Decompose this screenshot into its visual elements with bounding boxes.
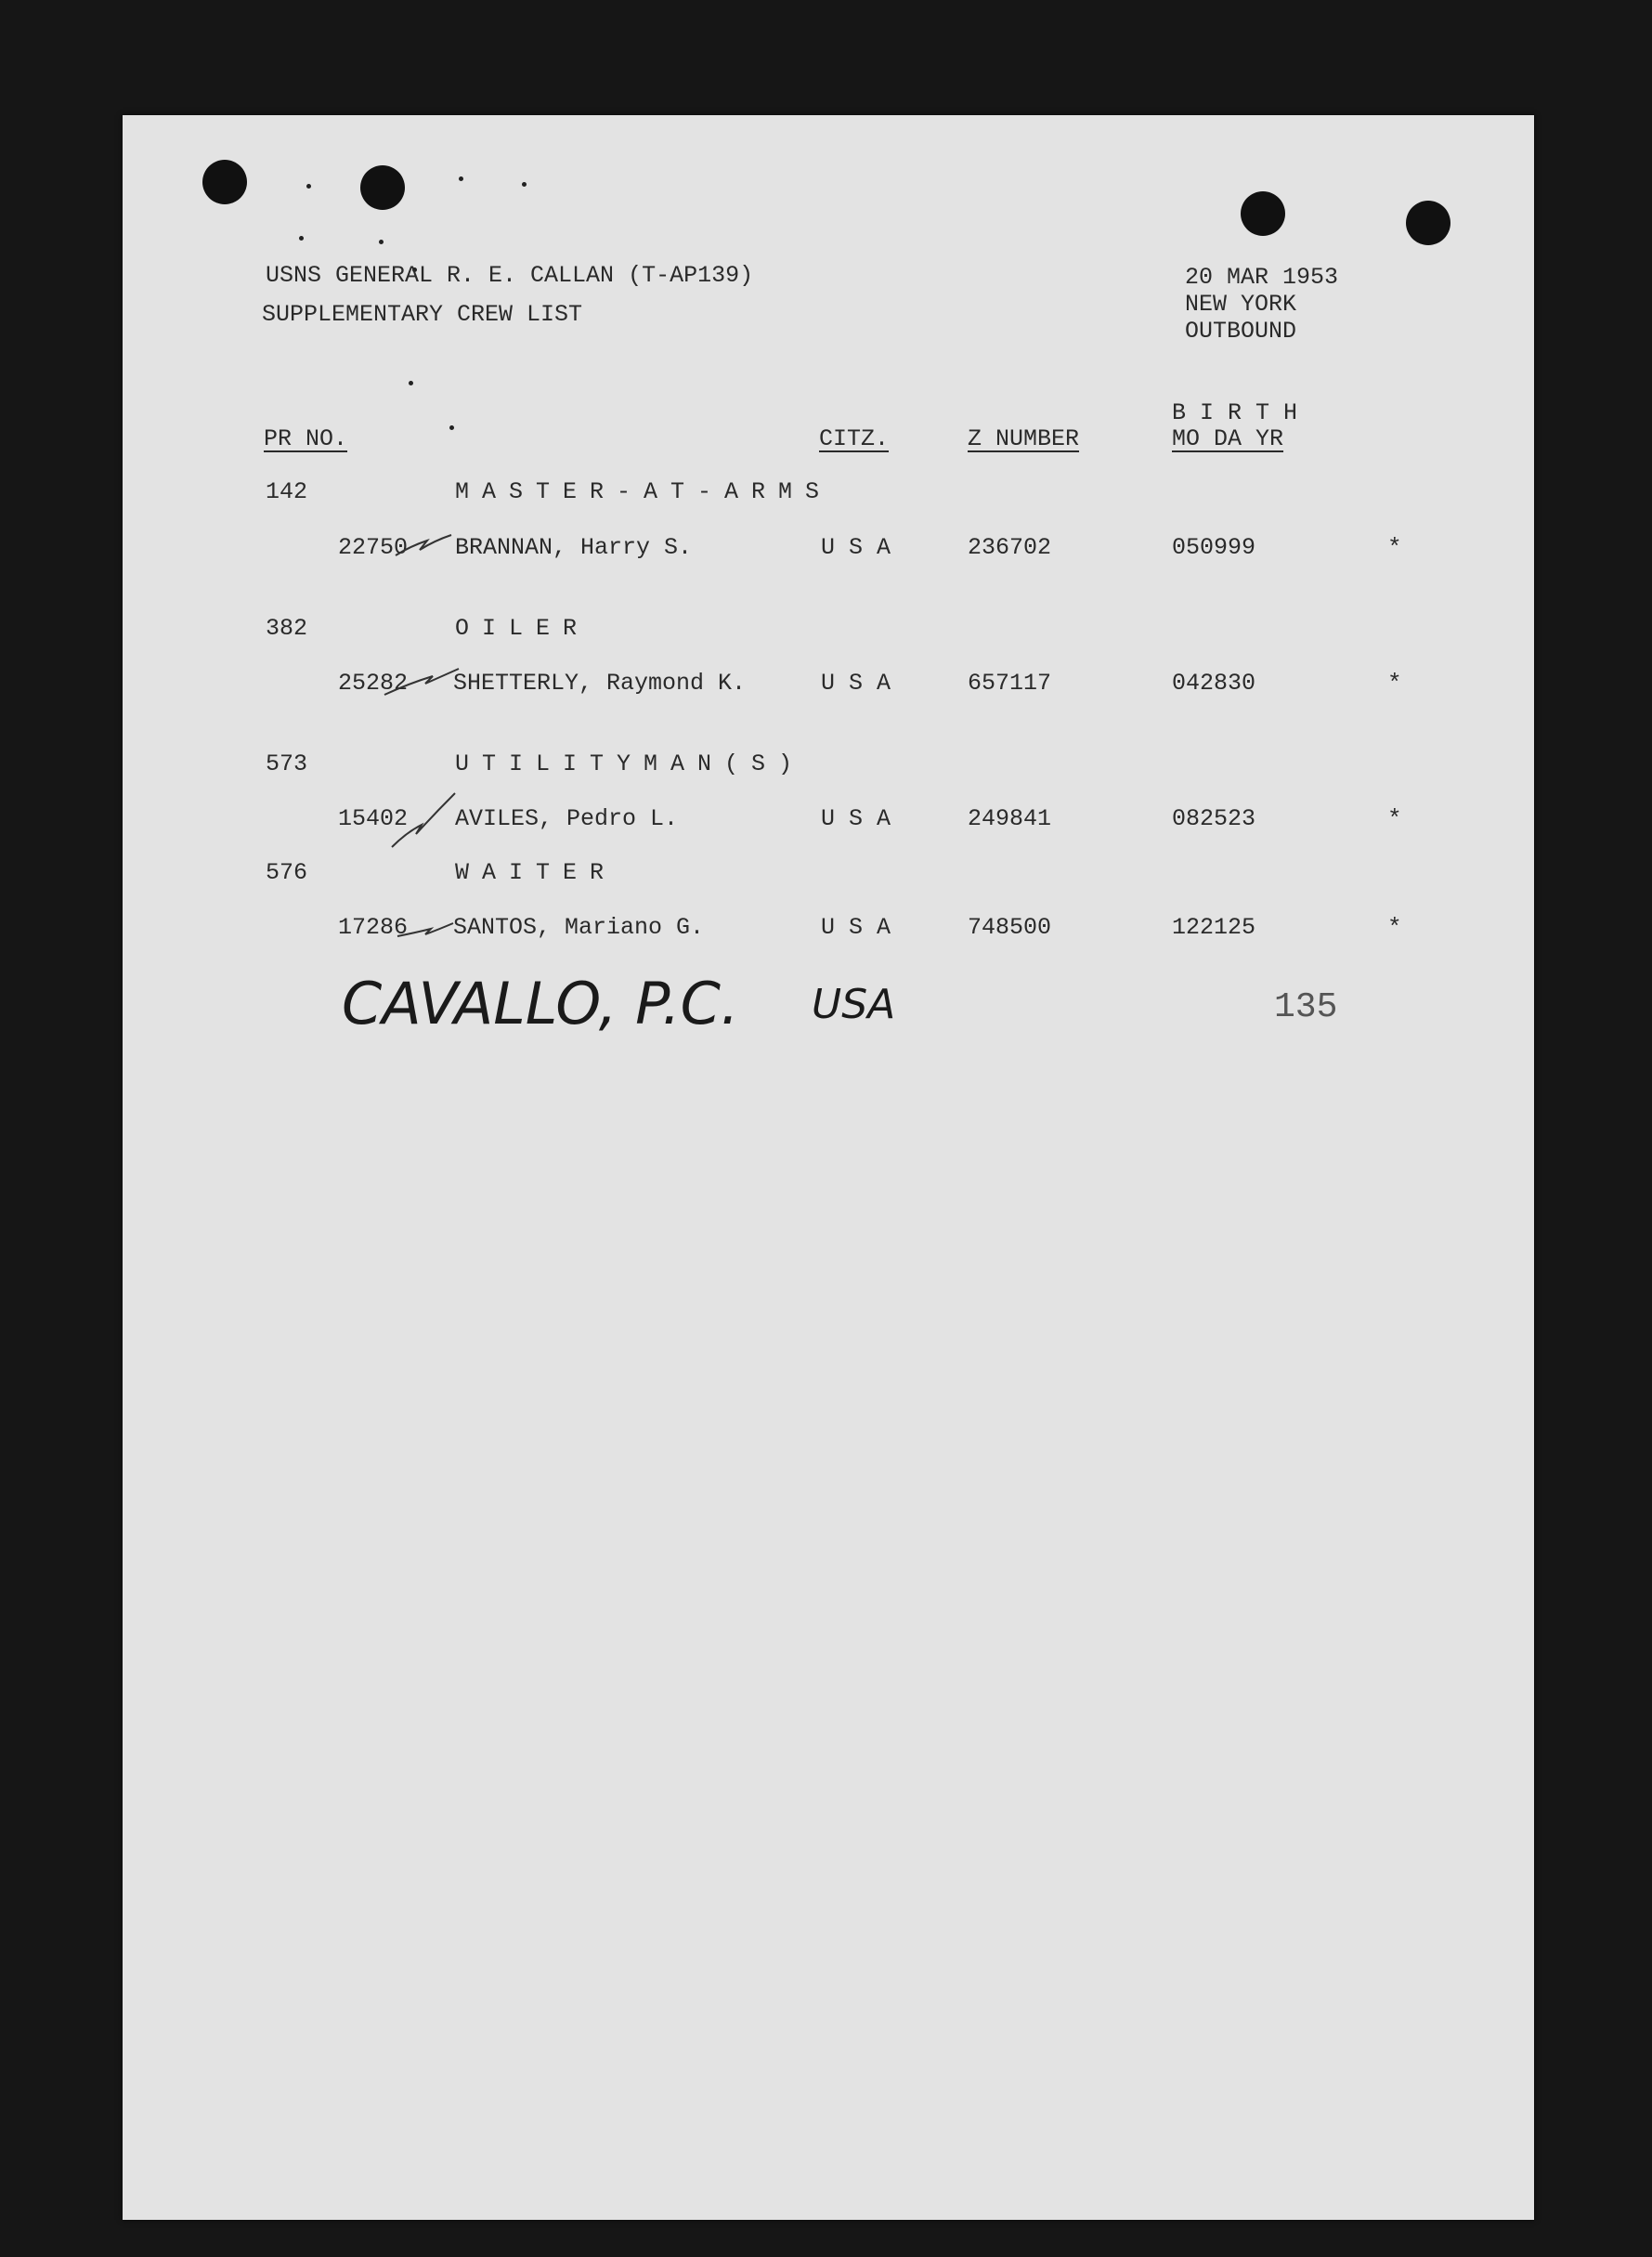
pr-number: 382 [266, 615, 308, 642]
member-id: 15402 [338, 805, 409, 832]
member-z-number: 657117 [968, 670, 1052, 697]
list-date: 20 MAR 1953 [1185, 264, 1339, 291]
punch-hole [1241, 191, 1285, 236]
member-citz: U S A [821, 805, 891, 832]
speck [449, 425, 454, 430]
asterisk-mark: * [1387, 670, 1402, 698]
handwritten-name: CAVALLO, P.C. [342, 970, 739, 1037]
rating-title: UTILITYMAN(S) [455, 750, 806, 777]
checkmark-icon [392, 528, 457, 565]
speck [409, 381, 413, 385]
col-pr-no: PR NO. [264, 425, 348, 452]
member-name: BRANNAN, Harry S. [455, 534, 693, 561]
member-name: AVILES, Pedro L. [455, 805, 679, 832]
col-citz: CITZ. [819, 425, 890, 452]
punch-hole [360, 165, 405, 210]
handwritten-citz: USA [812, 981, 896, 1028]
pr-number: 573 [266, 750, 308, 777]
member-z-number: 236702 [968, 534, 1052, 561]
member-id: 17286 [338, 914, 409, 941]
speck [299, 236, 304, 241]
member-id: 25282 [338, 670, 409, 697]
asterisk-mark: * [1387, 914, 1402, 942]
col-z-number: Z NUMBER [968, 425, 1080, 452]
rating-title: WAITER [455, 859, 618, 886]
member-z-number: 748500 [968, 914, 1052, 941]
rating-title: OILER [455, 615, 591, 642]
rating-title: MASTER-AT-ARMS [455, 478, 833, 505]
list-title: SUPPLEMENTARY CREW LIST [262, 301, 583, 328]
member-citz: U S A [821, 670, 891, 697]
col-birth: B I R T H [1172, 399, 1298, 426]
ship-name: USNS GENERAL R. E. CALLAN (T-AP139) [266, 262, 754, 289]
asterisk-mark: * [1387, 534, 1402, 562]
member-birth: 042830 [1172, 670, 1256, 697]
member-birth: 050999 [1172, 534, 1256, 561]
member-birth: 082523 [1172, 805, 1256, 832]
speck [522, 182, 527, 187]
page-number: 135 [1274, 987, 1338, 1027]
speck [379, 240, 384, 244]
punch-hole [202, 160, 247, 204]
checkmark-icon [381, 663, 464, 700]
member-citz: U S A [821, 534, 891, 561]
member-z-number: 249841 [968, 805, 1052, 832]
document-page [123, 115, 1534, 2220]
checkmark-icon [394, 914, 459, 946]
member-birth: 122125 [1172, 914, 1256, 941]
member-name: SHETTERLY, Raymond K. [453, 670, 747, 697]
pr-number: 576 [266, 859, 308, 886]
member-id: 22750 [338, 534, 409, 561]
speck [459, 176, 463, 181]
asterisk-mark: * [1387, 805, 1402, 833]
member-citz: U S A [821, 914, 891, 941]
checkmark-icon [388, 789, 462, 855]
speck [306, 184, 311, 189]
direction: OUTBOUND [1185, 318, 1297, 345]
member-name: SANTOS, Mariano G. [453, 914, 705, 941]
col-birth-sub: MO DA YR [1172, 425, 1284, 452]
pr-number: 142 [266, 478, 308, 505]
punch-hole [1406, 201, 1450, 245]
port: NEW YORK [1185, 291, 1297, 318]
